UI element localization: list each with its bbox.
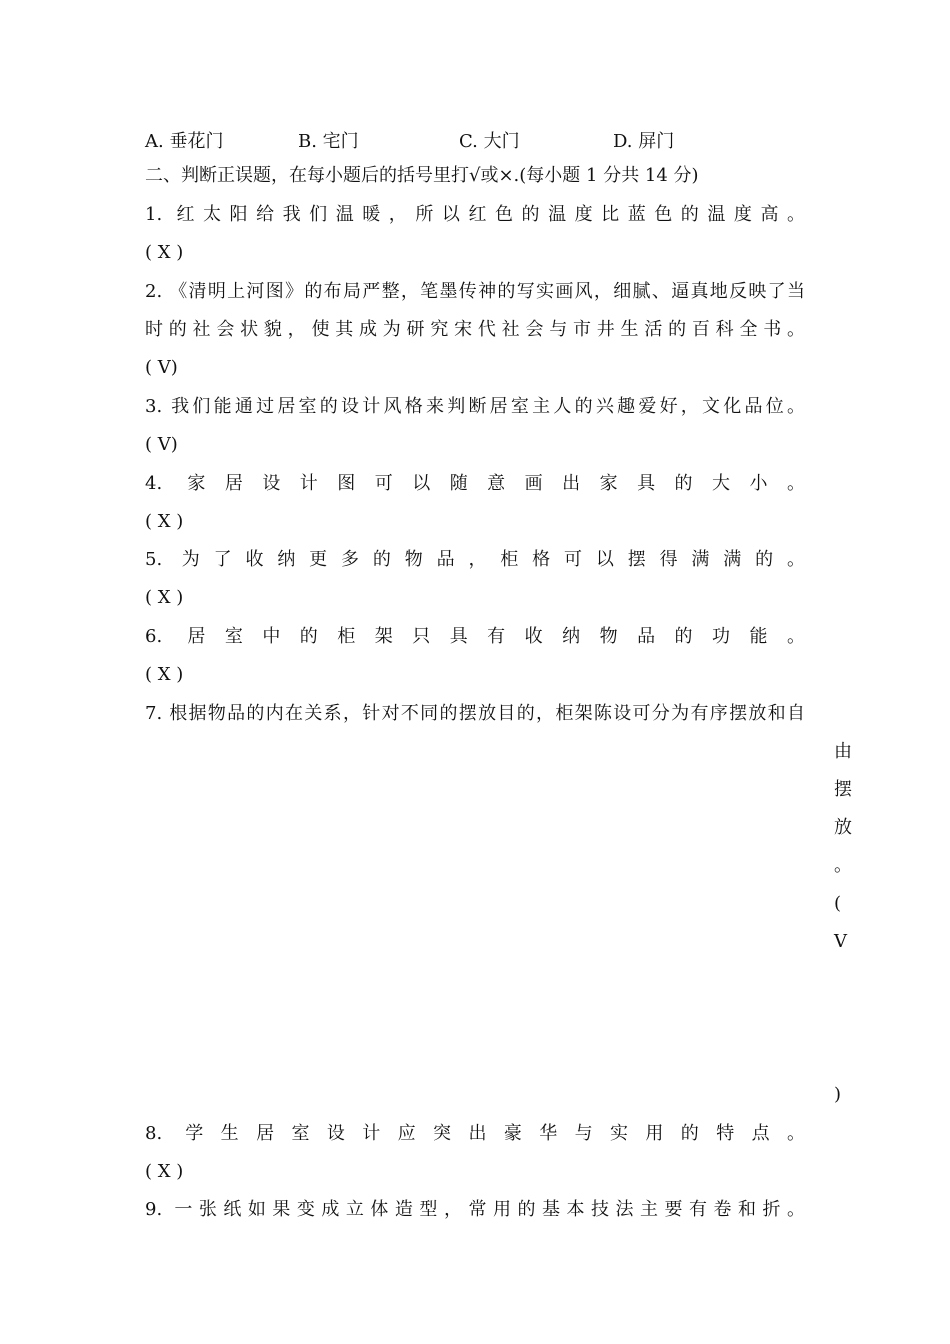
question-4-answer: ( X ) <box>145 511 184 532</box>
question-6-text: 6. 居室中的柜架只具有收纳物品的功能。 <box>145 626 805 647</box>
question-5-text: 5. 为了收纳更多的物品，柜格可以摆得满满的。 <box>145 549 805 570</box>
question-4-text: 4. 家居设计图可以随意画出家具的大小。 <box>145 473 805 494</box>
question-1-text: 1. 红太阳给我们温暖，所以红色的温度比蓝色的温度高。 <box>145 204 805 225</box>
option-c: C. 大门 <box>459 131 520 152</box>
question-3-text: 3. 我们能通过居室的设计风格来判断居室主人的兴趣爱好，文化品位。 <box>145 396 805 417</box>
question-2-answer: ( V) <box>145 357 178 378</box>
vertical-char: 。 <box>834 855 852 876</box>
question-5-answer: ( X ) <box>145 587 184 608</box>
option-d: D. 屏门 <box>613 131 675 152</box>
vertical-char: ) <box>834 1084 842 1105</box>
question-8-text: 8. 学生居室设计应突出豪华与实用的特点。 <box>145 1123 805 1144</box>
question-8-answer: ( X ) <box>145 1161 184 1182</box>
question-2-text-line-1: 2. 《清明上河图》的布局严整，笔墨传神的写实画风，细腻、逼真地反映了当 <box>145 281 805 302</box>
vertical-char: ( <box>834 893 842 914</box>
question-3-answer: ( V) <box>145 434 178 455</box>
section-title: 二、判断正误题，在每小题后的括号里打√或×.(每小题 1 分共 14 分) <box>145 165 699 186</box>
question-1-answer: ( X ) <box>145 242 184 263</box>
option-a: A. 垂花门 <box>145 131 224 152</box>
question-6-answer: ( X ) <box>145 664 184 685</box>
option-b: B. 宅门 <box>298 131 359 152</box>
vertical-char: 由 <box>834 741 852 762</box>
question-2-text-line-2: 时的社会状貌，使其成为研究宋代社会与市井生活的百科全书。 <box>145 319 805 340</box>
question-7-text: 7. 根据物品的内在关系，针对不同的摆放目的，柜架陈设可分为有序摆放和自 <box>145 703 805 724</box>
vertical-char: V <box>834 931 847 952</box>
vertical-char: 摆 <box>834 779 852 800</box>
vertical-char: 放 <box>834 817 852 838</box>
question-9-text: 9. 一张纸如果变成立体造型，常用的基本技法主要有卷和折。 <box>145 1199 805 1220</box>
